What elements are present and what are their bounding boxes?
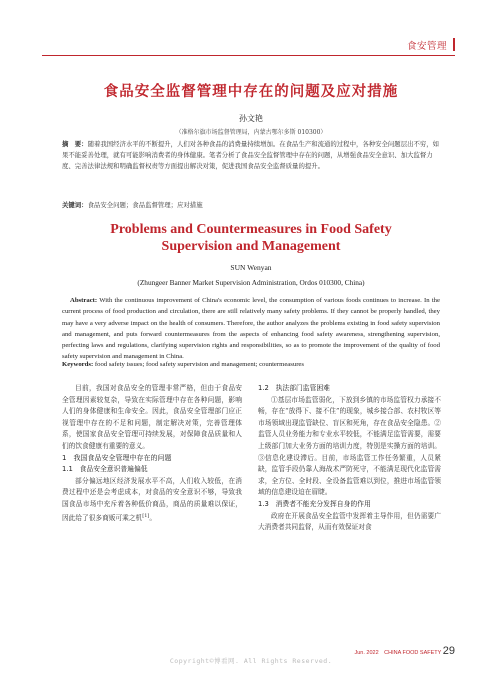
paper-title-cn: 食品安全监督管理中存在的问题及应对措施 — [103, 84, 399, 100]
citation-ref: [1] — [142, 512, 150, 519]
abstract-en-text: With the continuous improvement of China's economic level, the consumption of various foods continues to increase. In the current process of food production and circulation, there are still relatively many safety problems. If they cannot be properly handled, they may have a very adverse impact on the health of consumers. Therefore, the author analyzes the problems existing in food safety supervision and management, and puts forward countermeasures from the aspects of enhancing food safety awareness, strengthening supervision, perfecting laws and regulations, clarifying supervision rights and responsibilities, so as to promote the improvement of the quality of food safety supervision and management in China. — [62, 297, 440, 361]
section-bar — [453, 38, 455, 51]
abstract-cn-text: 随着我国经济水平的不断提升，人们对各种食品的消费量持续增加。在食品生产和流通的过程中，各种安全问题层出不穷，如果不能妥善处理，就有可能影响消费者的身体健康。笔者分析了食品安全监督管理中存在的问题，从增强食品安全意识、加大监督力度、完善法律法规和明确监督权责等方面提出解决对策，促进我国食品安全监督质量的提升。 — [62, 140, 440, 171]
abstract-en-label: Abstract: — [70, 297, 98, 304]
header-rule — [42, 55, 455, 56]
paragraph-1-3: 政府在开展食品安全监管中发挥着主导作用，但仍需要广大消费者共同监督，从而有效保证对食 — [258, 511, 441, 532]
keywords-en — [62, 361, 304, 368]
author-cn: 孙文艳 — [239, 114, 263, 123]
page-number: 29 — [442, 645, 455, 657]
paper-title-en-text: Problems and Countermeasures in Food Safety Supervision and Management — [110, 222, 392, 254]
issue-label: Jun. 2022 CHINA FOOD SAFETY — [354, 650, 442, 656]
paragraph-1-1-text: 部分偏远地区经济发展水平不高，人们收入较低，在消费过程中还是会考虑成本，对食品的安全意识不够，导致我国食品市场中充斥着各种低价商品，商品的质量难以保证，因此给了很多商贩可乘之机 — [62, 476, 242, 522]
body-left-column — [62, 383, 242, 524]
abstract-en — [62, 295, 440, 363]
section-label: 食安管理 — [406, 41, 447, 52]
affiliation-en: (Zhungeer Banner Market Supervision Administration, Ordos 010300, China) — [137, 278, 365, 287]
intro-paragraph: 目前，我国对食品安全的管理非常严格，但由于食品安全管理因素较复杂，导致在实际管理中存在各种问题，影响人们的身体健康和生命安全。因此，食品安全管理部门应正视管理中存在的不足和问题，制定解决对策，完善管理体系，使国家食品安全管理可持续发展，对保障食品质量和人们的饮食健康有重要的意义。 — [62, 384, 242, 450]
subsection-heading-1-2: 1.2 执法部门监管困难 — [258, 384, 330, 392]
copyright-watermark: Copyright©博看网. All Rights Reserved. — [169, 657, 333, 665]
subsection-heading-1-3: 1.3 消费者不能充分发挥自身的作用 — [258, 499, 371, 508]
keywords-cn — [62, 200, 203, 209]
sentence-end: 。 — [149, 513, 157, 522]
keywords-cn-text: 食品安全问题；食品监督管理；应对措施 — [87, 201, 203, 209]
keywords-cn-label: 关键词： — [62, 201, 88, 209]
affiliation-cn: （准格尔旗市场监督管理局，内蒙古鄂尔多斯 010300） — [175, 129, 327, 136]
keywords-en-text: food safety issues; food safety supervision and management; countermeasures — [94, 361, 305, 368]
section-heading-1: 1 我国食品安全管理中存在的问题 — [62, 453, 172, 462]
paragraph-1-2: ①基层市场监管弱化，下放到乡镇的市场监管权力承接不畅，存在“放得下、接不住”的现象，城乡接合部、农村牧区等市场领域出现监管缺位、盲区和死角，存在食品安全隐患。②监管人员业务能力和专业水平较低，不能满足监管需要，需要上级部门加大业务方面的培训力度，特别是实操方面的培训。③信息化建设滞后。目前，市场监管工作任务繁重，人员紧缺，监管手段仍靠人海战术严防死守，不能满足现代化监管需求，全方位、全时段、全设备监管难以到位，推进市场监管领域的信息建设迫在眉睫。 — [258, 395, 441, 497]
body-right-column — [258, 383, 441, 534]
abstract-cn — [62, 139, 440, 173]
keywords-en-label: Keywords: — [62, 361, 94, 368]
paragraph-1-1 — [62, 476, 242, 525]
author-en: SUN Wenyan — [230, 263, 272, 272]
paper-title-en — [0, 221, 502, 255]
subsection-heading-1-1: 1.1 食品安全意识普遍偏低 — [62, 465, 148, 474]
abstract-cn-label: 摘 要： — [62, 140, 88, 148]
